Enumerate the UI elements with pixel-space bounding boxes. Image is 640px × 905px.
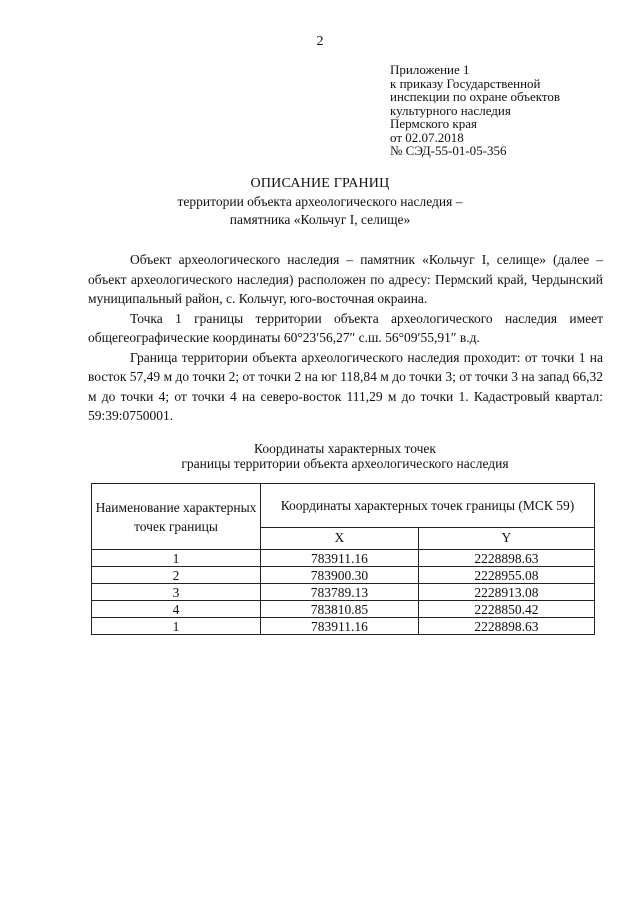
document-subtitle-line2: памятника «Кольчуг I, селище» [229, 212, 411, 227]
paragraph-object-location: Объект археологического наследия – памятник «Кольчуг I, селище» (далее – объект археологического наследия) расположен по адресу: Пермский край, Чердынский муниципальный район, с. Кольчуг, юго-восточная окраина. [88, 252, 603, 306]
header-point-name: Наименование характерных точек границы [92, 484, 261, 550]
appendix-line: № СЭД-55-01-05-356 [390, 143, 507, 158]
header-y: Y [418, 527, 594, 549]
table-row [92, 550, 595, 567]
document-subtitle-line1: территории объекта археологического наследия – [177, 194, 463, 209]
cell-x: 783810.85 [261, 601, 419, 618]
cell-y: 2228850.42 [418, 601, 594, 618]
cell-y: 2228898.63 [418, 618, 594, 635]
paragraph-point-coordinates: Точка 1 границы территории объекта археологического наследия имеет общегеографические координаты 60°23′56,27″ с.ш. 56°09′55,91″ в.д. [88, 310, 603, 345]
table-row [92, 584, 595, 601]
cell-x: 783789.13 [261, 584, 419, 601]
appendix-line: культурного наследия [390, 102, 511, 118]
coordinates-table [91, 483, 595, 635]
cell-y: 2228955.08 [418, 567, 594, 584]
table-caption-line2: границы территории объекта археологического наследия [181, 456, 509, 471]
cell-point: 2 [92, 567, 261, 584]
appendix-line: Приложение 1 [390, 62, 470, 77]
cell-point: 1 [92, 618, 261, 635]
appendix-line: инспекции по охране объектов [390, 89, 561, 104]
header-coordinates: Координаты характерных точек границы (МСК 59) [261, 484, 595, 528]
paragraph-boundary-description: Граница территории объекта археологического наследия проходит: от точки 1 на восток 57,49 м до точки 2; от точки 2 на юг 118,84 м до точки 3; от точки 3 на запад 66,32 м до точки 4; от точки 4 на северо-восток 111,29 м до точки 1. Кадастровый квартал: 59:39:0750001. [88, 349, 603, 423]
header-x: X [261, 527, 419, 549]
page-number: 2 [316, 34, 324, 49]
document-heading [0, 175, 640, 229]
cell-x: 783911.16 [261, 618, 419, 635]
table-row [92, 601, 595, 618]
document-title: ОПИСАНИЕ ГРАНИЦ [250, 176, 390, 191]
body-text [88, 250, 603, 426]
table-row [92, 567, 595, 584]
table-caption [0, 441, 640, 471]
cell-point: 4 [92, 601, 261, 618]
cell-point: 1 [92, 550, 261, 567]
cell-y: 2228898.63 [418, 550, 594, 567]
appendix-line: от 02.07.2018 [390, 129, 464, 145]
table-caption-line1: Координаты характерных точек [254, 441, 436, 456]
cell-x: 783911.16 [261, 550, 419, 567]
cell-y: 2228913.08 [418, 584, 594, 601]
cell-x: 783900.30 [261, 567, 419, 584]
appendix-block [390, 63, 630, 158]
cell-point: 3 [92, 584, 261, 601]
appendix-line: к приказу Государственной [390, 75, 541, 91]
table-row [92, 618, 595, 635]
appendix-line: Пермского края [390, 116, 477, 131]
